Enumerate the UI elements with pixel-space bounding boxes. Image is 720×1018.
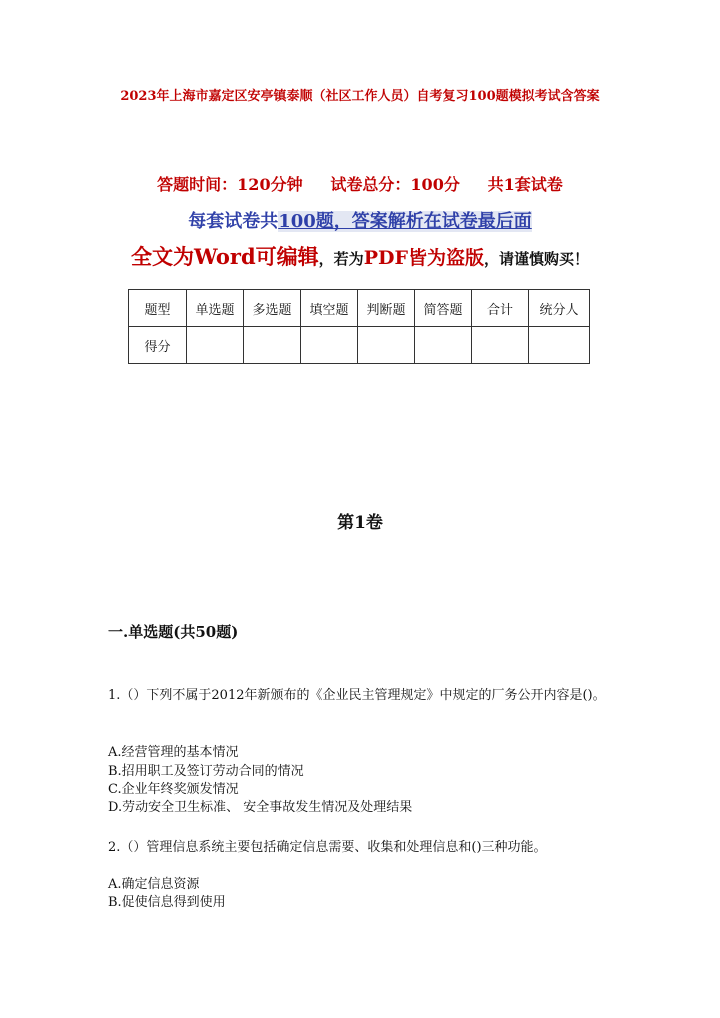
- question-option: B.招用职工及签订劳动合同的情况: [108, 764, 304, 779]
- notice-ending: ，请谨慎购买！: [483, 250, 589, 268]
- volume-heading: 第1卷: [337, 513, 383, 533]
- score-row-label: 得分: [129, 327, 187, 364]
- score-header-cell: 多选题: [244, 290, 301, 327]
- word-editable-text: 全文为Word可编辑: [131, 244, 319, 269]
- score-header-cell: 单选题: [187, 290, 244, 327]
- score-header-cell: 判断题: [358, 290, 415, 327]
- score-header-cell: 简答题: [415, 290, 472, 327]
- score-cell: [244, 327, 301, 364]
- question-option: B.促使信息得到使用: [108, 895, 226, 910]
- sets-notice-part1: 每套试卷共: [188, 211, 279, 232]
- score-header-cell: 合计: [472, 290, 529, 327]
- score-cell: [529, 327, 590, 364]
- sets-notice-part2: 100题，答案解析在试卷最后面: [278, 211, 532, 232]
- sets-notice: [0, 207, 720, 233]
- question-option: A.经营管理的基本情况: [108, 745, 239, 760]
- question-text: 1.（）下列不属于2012年新颁布的《企业民主管理规定》中规定的厂务公开内容是()。: [108, 688, 606, 703]
- question-option: C.企业年终奖颁发情况: [108, 782, 239, 797]
- section-heading: 一.单选题(共50题): [108, 623, 239, 641]
- question-text: 2.（）管理信息系统主要包括确定信息需要、收集和处理信息和()三种功能。: [108, 840, 547, 855]
- score-header-cell: 填空题: [301, 290, 358, 327]
- score-table-header-row: [129, 290, 590, 327]
- score-cell: [301, 327, 358, 364]
- score-header-cell: 题型: [129, 290, 187, 327]
- document-title: 2023年上海市嘉定区安亭镇泰顺（社区工作人员）自考复习100题模拟考试含答案: [120, 89, 600, 104]
- copyright-notice: [0, 241, 720, 271]
- score-cell: [187, 327, 244, 364]
- score-cell: [358, 327, 415, 364]
- question-option: D.劳动安全卫生标准、 安全事故发生情况及处理结果: [108, 800, 413, 815]
- score-cell: [415, 327, 472, 364]
- exam-info-line: 答题时间：120分钟 试卷总分：100分 共1套试卷: [157, 175, 563, 194]
- notice-connector: ，若为: [318, 250, 364, 268]
- pdf-piracy-text: PDF皆为盗版: [363, 247, 484, 269]
- score-table-score-row: [129, 327, 590, 364]
- question-option: A.确定信息资源: [108, 877, 200, 892]
- score-header-cell: 统分人: [529, 290, 590, 327]
- score-cell: [472, 327, 529, 364]
- score-table: [128, 289, 590, 364]
